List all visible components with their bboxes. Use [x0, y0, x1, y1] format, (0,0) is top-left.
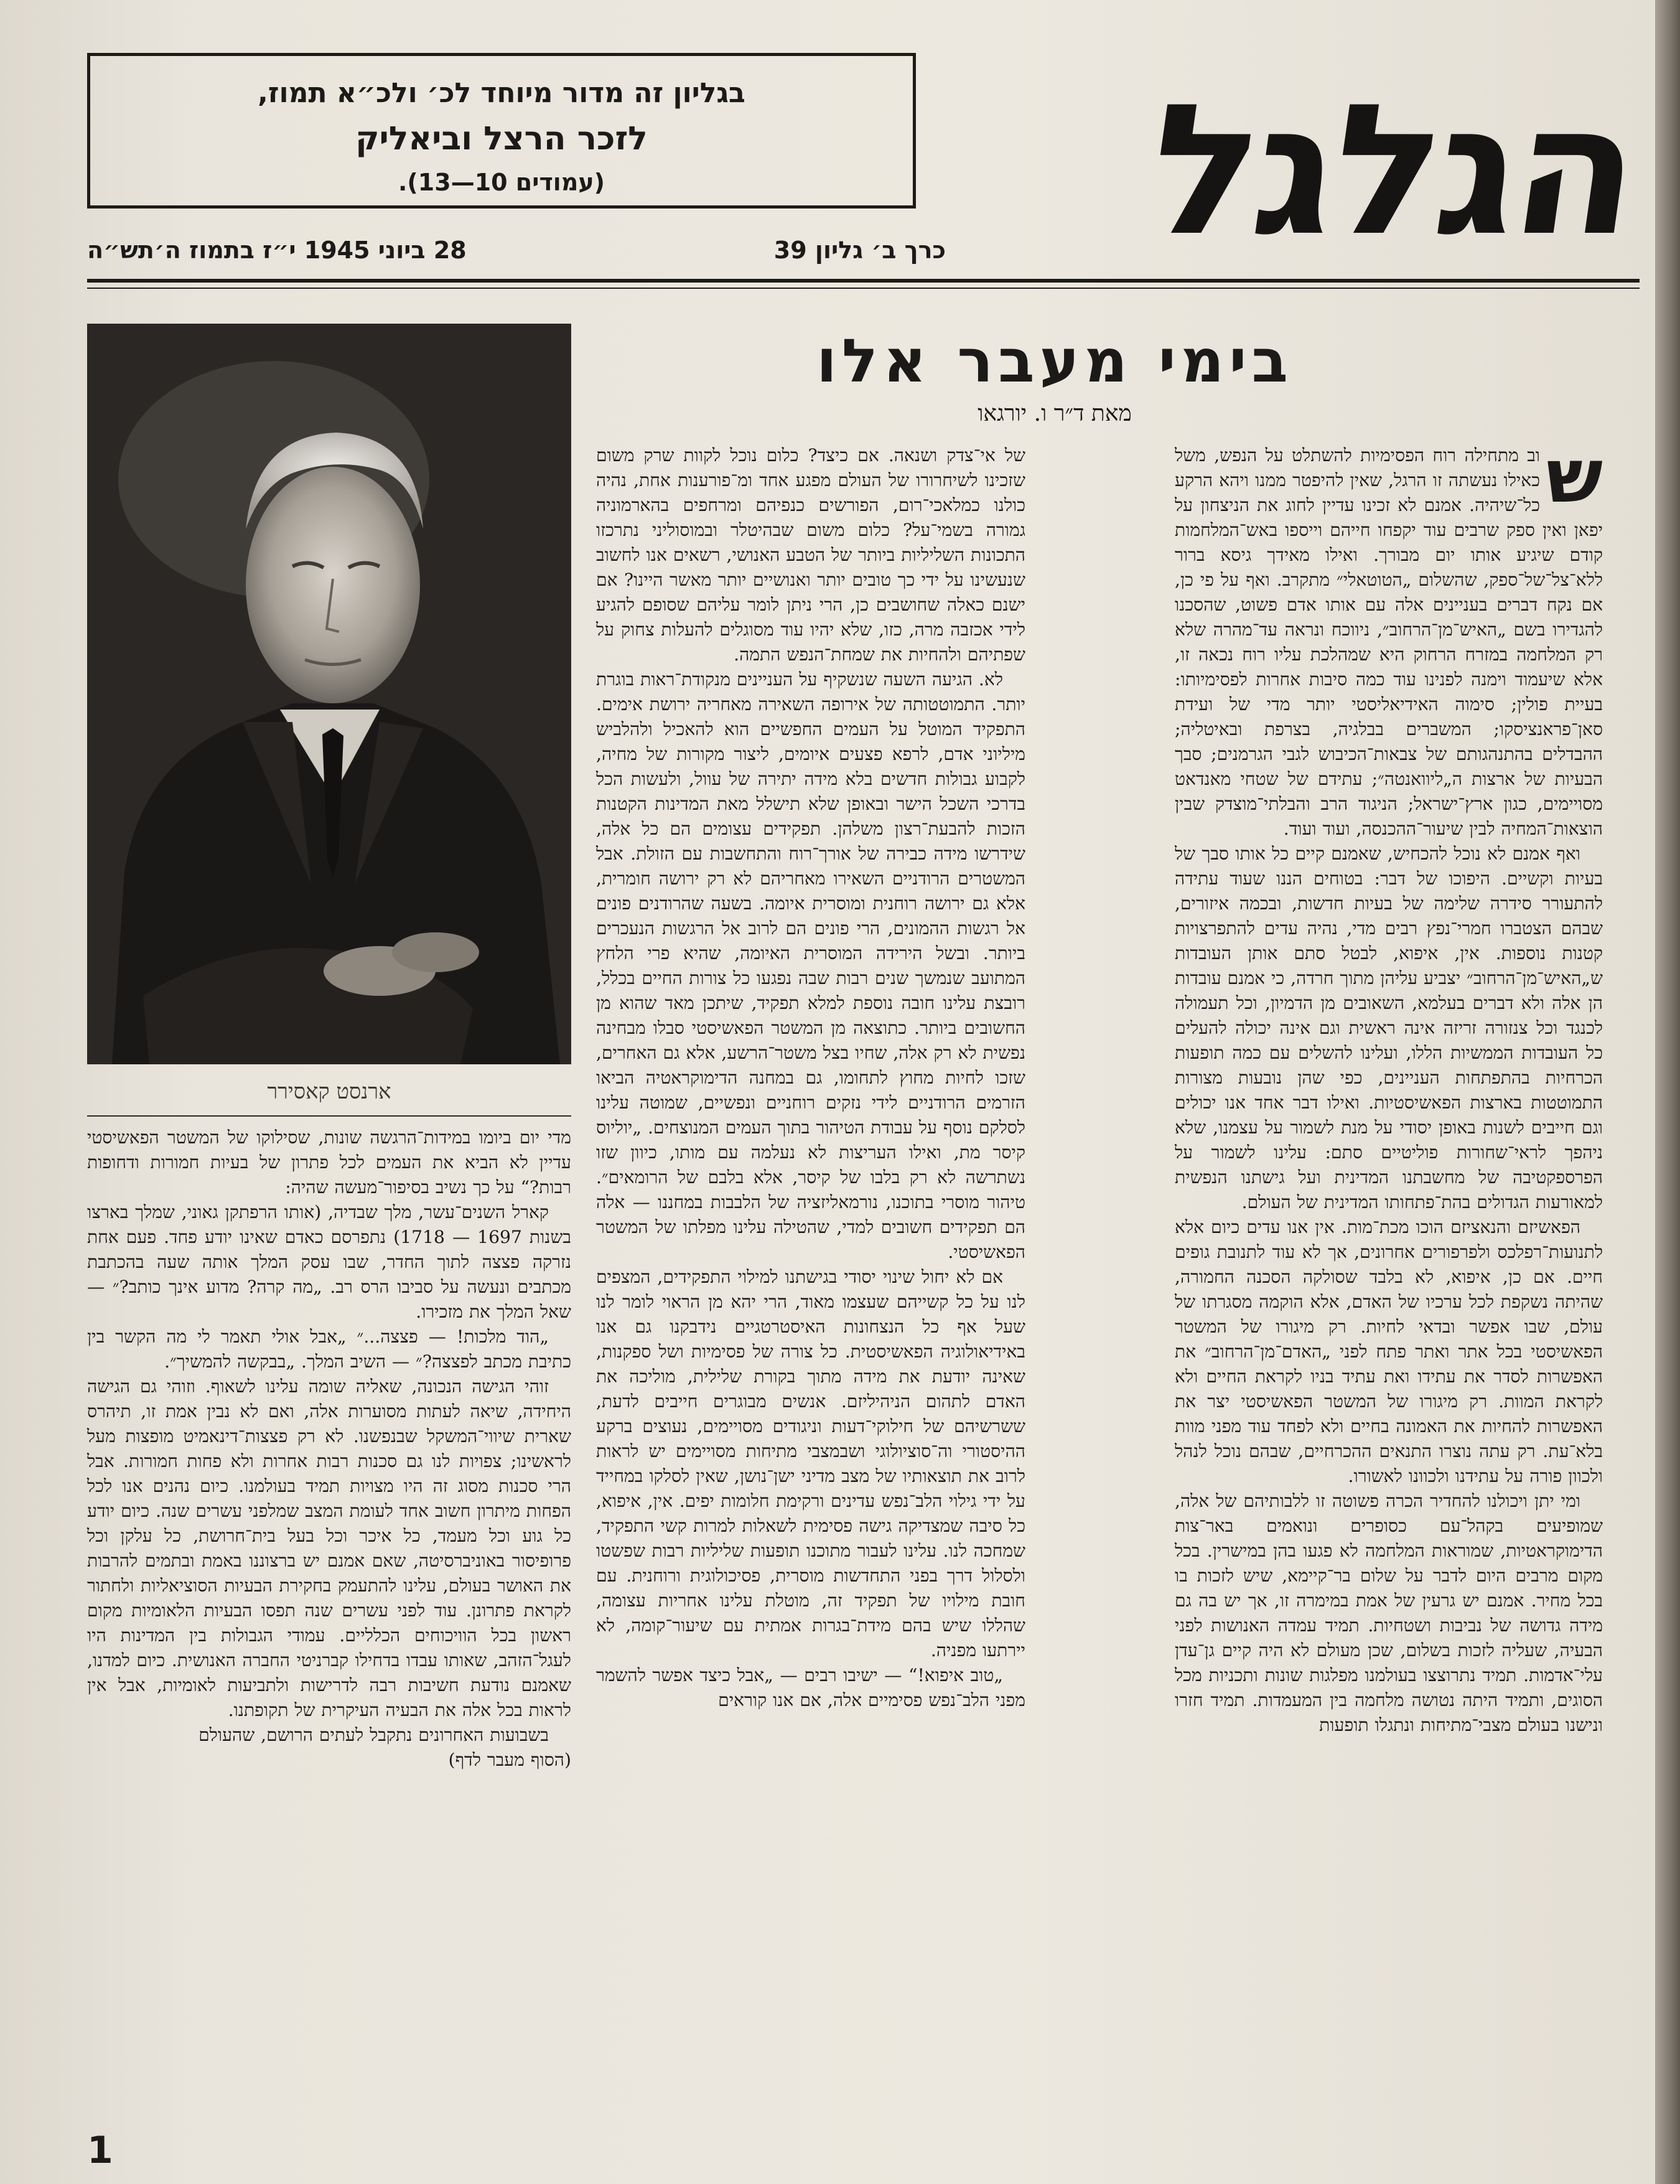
paragraph: הפאשיזם והנאציזם הוכו מכת־מות. אין אנו עדים כיום אלא לתנועות־רפלכס ולפרפורים אחרונים, אך לא עוד לתנובת גופים חיים. אם כן, איפוא, לא בלבד שסולקה הסכנה החמורה, שהיתה נשקפת לכל ערכיו של האדם, אלא הוקמה מסגרתו של עולם, שבו אפשר ובדאי לחיות. רק מיגורו של המשטר הפאשיסטי בכל אתר ואתר פתח לפני „האדם־מן־הרחוב״ את האפשרות לסדר את עתידו ואת עתיד בניו לקראת החיים ולא לקראת המוות. רק מיגורו של המשטר הפאשיסטי יצר את האפשרות להחיות את האמונה בחיים ולא לפחד עוד מפני מוות בלא־עת. רק עתה נוצרו התנאים ההכרחיים, שבהם נוכל לנהל ולכוון פורה על עתידנו ולכוונו לאשורו. — [1175, 1217, 1603, 1486]
article-column-3 — [87, 1125, 571, 2137]
caption-rule — [87, 1115, 571, 1117]
article-byline: מאת ד״ר ו. יורגאו — [978, 401, 1132, 426]
drop-cap: ש — [1546, 433, 1603, 520]
paragraph: זוהי הגישה הנכונה, שאליה שומה עלינו לשאוף. וזוהי גם הגישה היחידה, שיאה לעתות מסוערות אלה, ואם לא נבין אמת זו, תיהרס שארית שיווי־המשקל שבנפשנו. לא רק פצצות־דינאמיט מופצות מעל לראשינו; צפויות לנו גם סכנות רבות אחרות ולא פחות חמורות. אבל הרי סכנות מסוג זה היו מצויות תמיד בעולמנו. כיום נהנים אנו לכל הפחות מיתרון חשוב אחד לעומת המצב שמלפני עשרים שנה. כיום יודע כל גוע וכל מעמד, כל איכר וכל בעל בית־חרושת, כל עלקן וכל פרופיסור באוניברסיטה, שאם אמנם יש ברצוננו באמת ובתמים להרבות את האושר בעולם, עלינו להתעמק בחקירת הבעיות הסוציאליות ולחתור לקראת פתרונן. עוד לפני עשרים שנה תפסו הבעיות הלאומיות מקום ראשון בכל הוויכוחים הכלליים. עמודי הגבולות בין המדינות היו לעגל־הזהב, שאותו עבדו בדחילו קברניטי החברה האנושית. כיום למדנו, שאמנם נודעת חשיבות רבה לדרישות ולתביעות לאומיות, אבל אין לראות בכל אלה את הבעיה העיקרית של תקופתנו. — [87, 1376, 571, 1720]
masthead-title: הגלגל — [1136, 66, 1650, 276]
continued-note: (הסוף מעבר לדף) — [448, 1750, 571, 1770]
issue-date: 28 ביוני 1945 י״ז בתמוז ה׳תש״ה — [87, 237, 467, 264]
paragraph: בשבועות האחרונים נתקבל לעתים הרושם, שהעולם — [198, 1725, 549, 1745]
paragraph: קארל השנים־עשר, מלך שבדיה, (אותו הרפתקן גאוני, שמלך בארצו בשנות 1697 — 1718) נתפרסם כאדם שאינו יודע פחד. פעם אחת נזרקה פצצה לתוך החדר, שבו עסק המלך אותה שעה בהכתבת מכתבים ונעשה על סביבו הרס רב. „מה קרה? מדוע אינך כותב?״ — שאל המלך את מזכירו. — [87, 1202, 572, 1322]
paragraph: של אי־צדק ושנאה. אם כיצד? כלום נוכל לקוות שרק משום שזכינו לשיחרורו של העולם מפגע אחד ומ־פורענות אחת, נהיה כולנו כמלאכי־רום, הפורשים כנפיהם ומרחפים בהארמוניה גמורה בשמי־על? כלום משום שבהיטלר ובמוסוליני נתרכזו התכונות השליליות ביותר של הטבע האנושי, רשאים אנו לחשוב שנעשינו על ידי כך טובים יותר ואנושיים יותר מאשר היינו? אם ישנם כאלה שחושבים כן, הרי ניתן לומר עליהם שסופם להגיע לידי אכזבה מרה, כזו, שלא יהיו עוד מסוגלים להעלות צחוק על שפתיהם ולהחיות את שמחת־הנפש התמה. — [596, 445, 1025, 665]
article-column-2 — [596, 443, 1025, 2173]
paragraph: מדי יום ביומו במידות־הרגשה שונות, שסילוקו של המשטר הפאשיסטי עדיין לא הביא את העמים לכל פתרון של בעיות חמורות ודחופות רבות?“ על כך נשיב בסיפור־מעשה שהיה: — [87, 1127, 571, 1197]
header-rule — [87, 279, 1640, 283]
notice-line-3: (עמודים 10—13). — [398, 169, 605, 196]
paragraph: וב מתחילה רוח הפסימיות להשתלט על הנפש, משל כאילו נעשתה זו הרגל, שאין להיפטר ממנו ויהא הרקע כל־שיהיה. אמנם לא זכינו עדיין לחוג את הניצחון על יפאן ואין ספק שרבים עוד יקפחו חייהם וייספו באש־המלחמות קודם שיגיע אותו יום מבורך. ואילו מאידך גיסא ברור ללא־צל־של־ספק, שהשלום „הטוטאלי״ מתקרב. ואף על פי כן, אם נקח דברים בעניינים אלה עם אותו אדם פשוט, שהסכנו להגדירו בשם „האיש־מן־הרחוב״, ניווכח ונראה עד־מהרה שלא רק המלחמה במזרח הרחוק היא שמהלכת עליו רוח נכאה זו, אלא שיעמוד וימנה לפנינו עוד כמה סיבות אחרות לפסימיותו: בעיית פולין; סימוה האידיאליסטי יותר מדי של ועידת סאן־פראנציסקו; המשברים בבלגיה, בצרפת ובאיטליה; ההבדלים בהתנהגותם של צבאות־הכיבוש לגבי הגרמנים; סבך הבעיות של ארצות ה„ליוואנטה״; עתידם של שטחי מאנדאט מסויימים, כגון ארץ־ישראל; הניגוד הרב והבלתי־מוצדק שבין הוצאות־המחיה לבין שיעור־ההכנסה, ועוד ועוד. — [1175, 445, 1603, 839]
portrait-illustration — [87, 324, 571, 1064]
portrait-photo — [87, 324, 571, 1064]
paragraph: „הוד מלכות! — פצצה...״ „אבל אולי תאמר לי מה הקשר בין כתיבת מכתב לפצצה?״ — השיב המלך. „בבקשה להמשיך״. — [87, 1326, 571, 1372]
article-title: בימי מעבר אלו — [816, 326, 1294, 396]
issue-notice-box — [87, 53, 916, 209]
photo-caption: ארנסט קאסירר — [267, 1079, 391, 1104]
binding-spine — [1655, 0, 1680, 2184]
paragraph: ומי יתן ויכולנו להחדיר הכרה פשוטה זו ללבותיהם של אלה, שמופיעים בקהל־עם כסופרים ונואמים באר־צות הדימוקראטיות, שמוראות המלחמה לא פגעו בהן במישרין. בכל מקום מרבים היום לדבר על שלום בר־קיימא, שיש לזכות בו בכל מחיר. אמנם יש גרעין של אמת במימרה זו, אך יש בה גם מידה גדושה של נביבות ושטחיות. תמיד עמדה האנושות לפני הבעיה, שעליה לזכות בשלום, שכן מעולם לא היה קיים גן־עדן עלי־אדמות. תמיד נתרוצצו בעולמנו מפלגות שונות ותכניות מכל הסוגים, ותמיד היתה נטושה מלחמה בין המעמדות. תמיד חזרו ונישנו בעולם מצבי־מתיחות ונתגלו תופעות — [1175, 1491, 1603, 1735]
paragraph: אם לא יחול שינוי יסודי בגישתנו למילוי התפקידים, המצפים לנו על כל קשייהם שעצמו מאוד, הרי יהא מן הראוי לומר לנו שעל אף כל הנצחונות האיסטרטגיים נידבקנו גם אנו באידיאולוגיה הפאשיסטית. כל צורה של פסימיות ושל ספקנות, שאינה יודעת את מידה מתוך בקורת שלילית, מוליכה את האדם לתהום הניהיליזם. אנשים מבוגרים חייבים לדעת, ששרשיהם של חילוקי־דעות וניגודים מסויימים, נעוצים ברקע ההיסטורי וה־סוציולוגי ושבמצבי מתיחות מסויימים יש לראות לרוב את תוצאותיו של מצב מדיני ישן־נושן, שאין לסלקו במחייד על ידי גילוי הלב־נפש עדינים ורקימת חלומות יפים. אין, איפוא, כל סיבה שמצדיקה גישה פסימית לשאלות למרות קשי התפקיד, שמחכה לנו. עלינו לעבור מתוכנו תופעות שליליות רבות שפשטו ולסלול דרך בפני התחדשות מוסרית, פסיכולוגית ורוחנית. עם חובת מילויו של תפקיד זה, מוטלת עלינו אחריות עצומה, שהללו שיש בהם מידת־בגרות אמתית עם שיעור־קומה, לא יירתעו מפניה. — [596, 1267, 1025, 1661]
paragraph: לא. הגיעה השעה שנשקיף על העניינים מנקודת־ראות בוגרת יותר. התמוטטותה של אירופה השאירה מאחריה ירושת אימים. התפקיד המוטל על העמים החפשיים הוא להאכיל ולהלביש מיליוני אדם, לרפא פצעים איומים, ליצור מקורות של מחיה, לקבוע גבולות חדשים בלא מידה יתירה של עוול, ולעשות הכל בדרכי השכל הישר ובאופן שלא תישלל מאת המדינות הקטנות הזכות להבעת־רצון משלהן. תפקידים עצומים הם כל אלה, שידרשו מידה כבירה של אורך־רוח והתחשבות עם הזולת. אבל המשטרים הרודניים השאירו מאחריהם לא רק ירושה חומרית, אלא גם ירושה רוחנית ומוסרית איומה. בשעה שהרודנים פונים אל רגשות ההמונים, הרי פונים הם לרוב אל הרגשות הנעכרים ביותר. ובשל הירידה המוסרית האיומה, שהיא פרי הלחץ המתועב שנמשך שנים רבות שבה נפגעו כל צורות החיים בכלל, רובצת עלינו חובה נוספת למלא תפקיד, שיתכן מאד שהוא מן החשובים ביותר. כתוצאה מן המשטר הפאשיסטי סבלו מבחינה נפשית לא רק אלה, שחיו בצל משטר־הרשע, אלא גם האחרים, שזכו לחיות מחוץ לתחומו, גם במחנה הדימוקראטיה הביאו הזרמים הרודניים לידי נזקים רוחניים ונפשיים, שמוטה עלינו לסלקם נוסף על עבודת הטיהור בתוך העמים המנוצחים. „יוליוס קיסר מת, ואילו העריצות לא נעלמה עם מותו, כיוון שזו נשתרשה לא רק בלבו של קיסר, אלא בלבם של הרומאים״. טיהור מוסרי בתוכנו, נורמאליזציה של הלבבות במחננו — אלה הם תפקידים חשובים למדי, שהטילה עלינו מפלתו של המשטר הפאשיסטי. — [596, 669, 1025, 1262]
paragraph: ואף אמנם לא נוכל להכחיש, שאמנם קיים כל אותו סבך של בעיות וקשיים. היפוכו של דבר: בטוחים הננו שעוד עתידה להתעורר סידרה שלימה של בעיות חדשות, ובכמה איזורים, שבהם הצטברו חמרי־נפץ רבים מדי, נהיה עדים להתפרצויות קטנות נוספות. אין, איפוא, לבטל סתם אותן העובדות ש„האיש־מן־הרחוב״ יצביע עליהן מתוך חרדה, כי אמנם עובדות הן אלה ולא דברים בעלמא, השאובים מן הדמיון, וכל תעמולה לכנגד וכל צנזורה זריזה אינה ראשית וגם אינה יכולה להעלים כל העובדות הממשיות הללו, ועלינו להשלים עם כמה תופעות הכרחיות בהתפתחות העניינים, כפי שהן נובעות מצורות התמוטטות בארצות הפאשיסטיות. ואילו דבר אחד אנו יכולים וגם חייבים לשנות באופן יסודי על מנת לשמור על עצמנו, שלא ניהפך לראי־שחורות פוליטיים סתם: עלינו לשמור על הפרספקטיבה של מחשבתנו המדינית ועל גישתנו הנפשית למאורעות הגדולים בהת־פתחותו המדינית של העולם. — [1175, 843, 1603, 1212]
article-column-1 — [1175, 433, 1603, 2173]
paragraph: „טוב איפוא!“ — ישיבו רבים — „אבל כיצד אפשר להשמר מפני הלב־נפש פסימיים אלה, אם אנו קוראים — [596, 1665, 1025, 1710]
notice-line-2: לזכר הרצל וביאליק — [355, 120, 648, 157]
page-number: 1 — [87, 2129, 113, 2172]
header-rule-thin — [87, 288, 1640, 289]
notice-line-1: בגליון זה מדור מיוחד לכ׳ ולכ״א תמוז, — [258, 77, 745, 109]
issue-volume: כרך ב׳ גליון 39 — [773, 237, 946, 264]
